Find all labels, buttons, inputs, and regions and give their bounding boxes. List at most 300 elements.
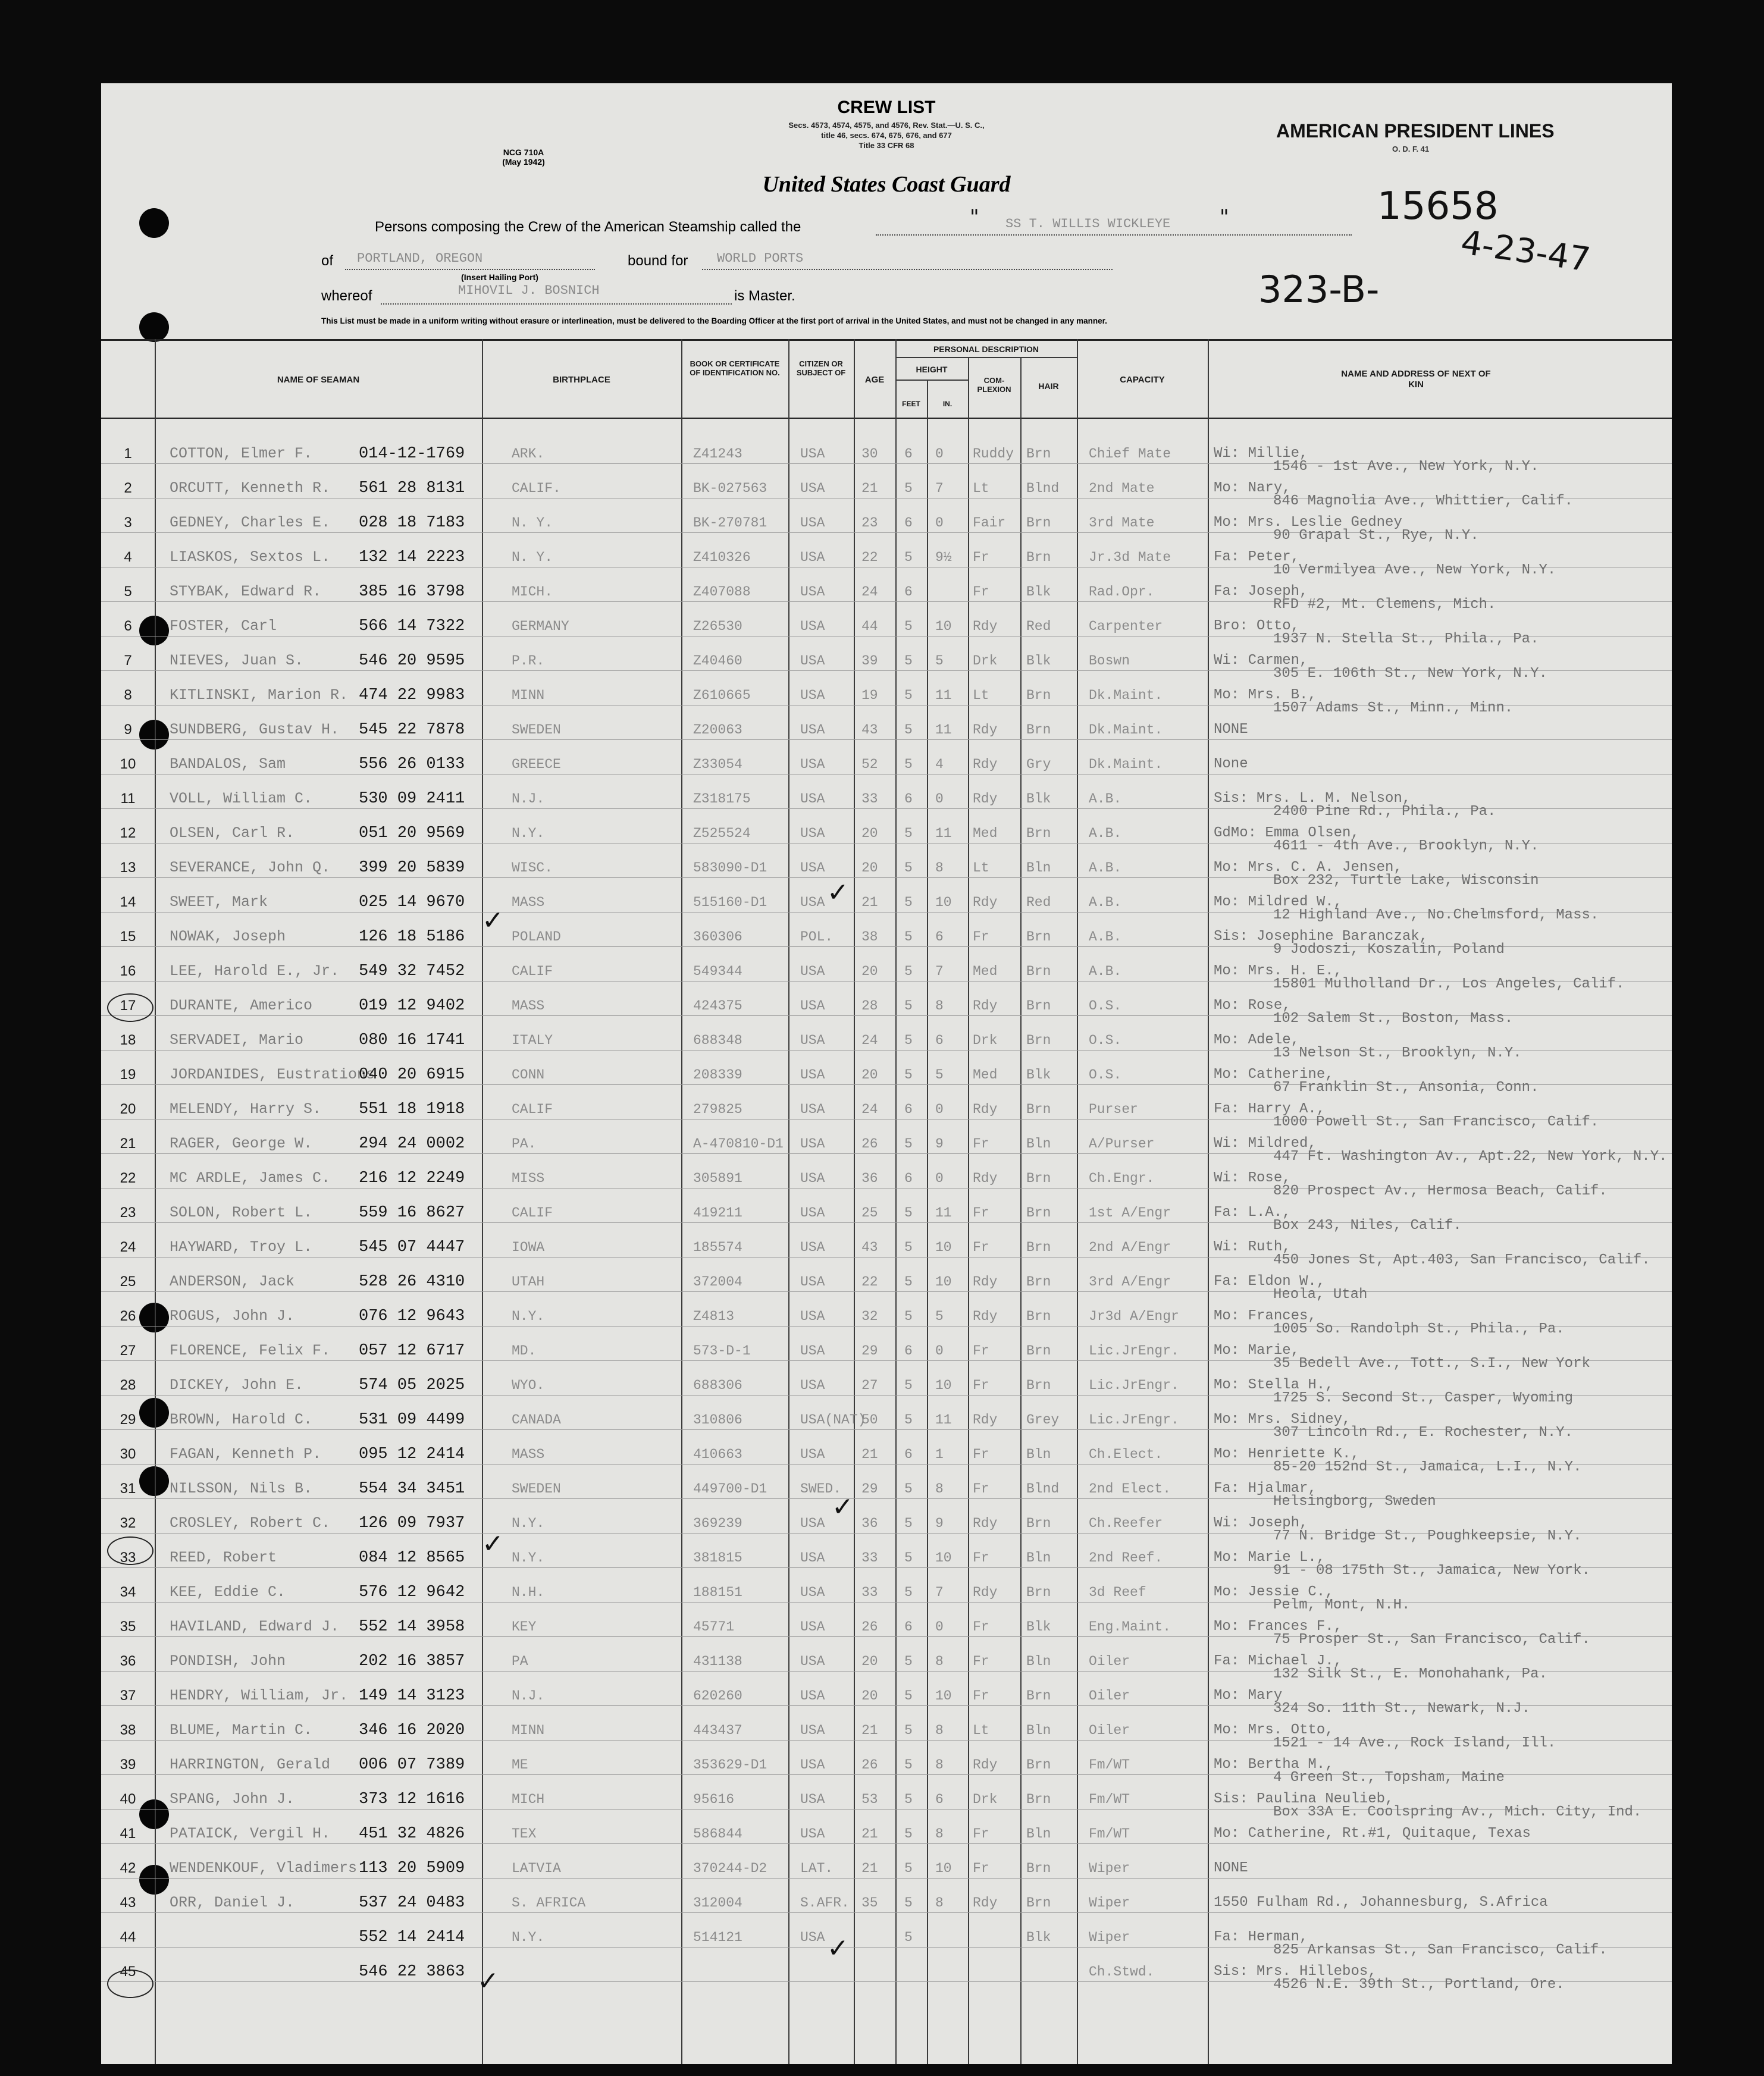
cell-book: 586844 (693, 1826, 742, 1842)
cell-comp: Rdy (973, 1102, 998, 1117)
cell-name: PATAICK, Vergil H. (170, 1825, 331, 1842)
cell-age: 33 (861, 1585, 878, 1600)
cell-hair: Bln (1026, 1447, 1051, 1462)
cell-in: 9½ (935, 550, 952, 565)
cell-hair: Gry (1026, 757, 1051, 772)
company-code: O. D. F. 41 (1392, 145, 1430, 153)
cell-hair: Brn (1026, 446, 1051, 462)
cell-name: ORR, Daniel J. (170, 1894, 295, 1911)
crew-table (101, 339, 1672, 2064)
cell-no: 34 (120, 1584, 136, 1600)
cell-name: SPANG, John J. (170, 1790, 295, 1808)
cell-k1: Mo: Mrs. Sidney, (1214, 1412, 1351, 1428)
hailing-port-underline (345, 269, 595, 270)
cell-hair: Brn (1026, 998, 1051, 1014)
cell-book: 310806 (693, 1412, 742, 1428)
cell-age: 24 (861, 1033, 878, 1048)
cell-cit: LAT. (800, 1861, 834, 1876)
cell-cit: USA (800, 1550, 825, 1566)
cell-no: 38 (120, 1722, 136, 1738)
cell-in: 0 (935, 446, 944, 462)
cell-k2: 67 Franklin St., Ansonia, Conn. (1273, 1080, 1539, 1096)
cell-birth: MICH (512, 1792, 545, 1807)
cell-age: 43 (861, 1240, 878, 1255)
cell-hair: Brn (1026, 1757, 1051, 1773)
row-rule (101, 1912, 1672, 1913)
cell-no: 31 (120, 1481, 136, 1497)
cell-ft: 5 (904, 1792, 913, 1807)
cell-cap: Fm/WT (1089, 1792, 1130, 1807)
ship-line-label: Persons composing the Crew of the American Steamship called the (375, 219, 801, 235)
col-header-citizen: CITIZEN OR SUBJECT OF (796, 359, 846, 377)
cell-book: Z610665 (693, 688, 751, 703)
col-header-feet: FEET (902, 400, 920, 408)
cell-cap: Lic.JrEngr. (1089, 1412, 1179, 1428)
cell-comp: Rdy (973, 1516, 998, 1531)
cell-in: 8 (935, 1757, 944, 1773)
cell-book: 381815 (693, 1550, 742, 1566)
cell-k2: 75 Prosper St., San Francisco, Calif. (1273, 1632, 1590, 1648)
cell-ssn: 373 12 1616 (359, 1790, 465, 1808)
cell-age: 27 (861, 1378, 878, 1393)
cell-k2: 324 So. 11th St., Newark, N.J. (1273, 1701, 1531, 1717)
cell-ft: 5 (904, 998, 913, 1014)
cell-hair: Brn (1026, 688, 1051, 703)
cell-name: ANDERSON, Jack (170, 1273, 295, 1290)
cell-ft: 6 (904, 791, 913, 807)
cell-k1: Fa: Peter, (1214, 549, 1300, 565)
cell-k2: 85-20 152nd St., Jamaica, L.I., N.Y. (1273, 1459, 1582, 1475)
agency-name: United States Coast Guard (762, 172, 1011, 197)
cell-ft: 5 (904, 1654, 913, 1669)
cell-cit: USA (800, 1654, 825, 1669)
cell-cit: USA (800, 1033, 825, 1048)
cell-in: 8 (935, 1826, 944, 1842)
cell-ssn: 576 12 9642 (359, 1583, 465, 1601)
cell-ft: 5 (904, 1136, 913, 1152)
cell-book: 573-D-1 (693, 1343, 751, 1359)
cell-k1: Bro: Otto, (1214, 618, 1300, 634)
cell-k1: Sis: Mrs. L. M. Nelson, (1214, 791, 1411, 807)
cell-book: 188151 (693, 1585, 742, 1600)
cell-cap: Oiler (1089, 1654, 1130, 1669)
cell-name: DICKEY, John E. (170, 1376, 304, 1394)
cell-in: 1 (935, 1447, 944, 1462)
cell-name: HAYWARD, Troy L. (170, 1238, 313, 1256)
cell-birth: KEY (512, 1619, 537, 1635)
cell-name: SWEET, Mark (170, 893, 268, 911)
cell-birth: LATVIA (512, 1861, 561, 1876)
statute-line: Secs. 4573, 4574, 4575, and 4576, Rev. Stat.—U. S. C., (788, 121, 985, 130)
cell-k2: 1000 Powell St., San Francisco, Calif. (1273, 1114, 1599, 1130)
cell-k1: Sis: Mrs. Hillebos, (1214, 1964, 1377, 1980)
cell-name: SERVADEI, Mario (170, 1031, 304, 1049)
cell-birth: N.J. (512, 1688, 545, 1704)
cell-age: 21 (861, 1861, 878, 1876)
check-mark: ✓ (832, 1492, 854, 1522)
cell-name: HARRINGTON, Gerald (170, 1756, 331, 1773)
cell-comp: Fr (973, 1826, 989, 1842)
form-code: NCG 710A (503, 148, 544, 157)
cell-in: 0 (935, 791, 944, 807)
cell-name: HENDRY, William, Jr. (170, 1687, 349, 1704)
cell-no: 32 (120, 1515, 136, 1531)
cell-name: STYBAK, Edward R. (170, 583, 322, 600)
cell-cap: O.S. (1089, 998, 1122, 1014)
cell-cit: USA (800, 895, 825, 910)
cell-k2: 4611 - 4th Ave., Brooklyn, N.Y. (1273, 838, 1539, 854)
cell-ssn: 040 20 6915 (359, 1066, 465, 1084)
cell-comp: Med (973, 826, 998, 841)
cell-name: JORDANIDES, Eustrations (170, 1066, 375, 1083)
cell-k2: Helsingborg, Sweden (1273, 1494, 1436, 1510)
bound-for-label: bound for (628, 253, 688, 269)
cell-ft: 5 (904, 688, 913, 703)
cell-k1: Mo: Rose, (1214, 998, 1291, 1014)
cell-book: Z525524 (693, 826, 751, 841)
cell-k1: Mo: Adele, (1214, 1032, 1300, 1048)
cell-age: 21 (861, 1826, 878, 1842)
cell-birth: N.Y. (512, 1550, 545, 1566)
cell-book: 353629-D1 (693, 1757, 767, 1773)
cell-ssn: 126 09 7937 (359, 1514, 465, 1532)
cell-in: 9 (935, 1136, 944, 1152)
cell-book: 514121 (693, 1930, 742, 1945)
cell-book: Z41243 (693, 446, 742, 462)
cell-k1: Mo: Bertha M., (1214, 1757, 1334, 1773)
cell-ft: 5 (904, 1723, 913, 1738)
col-header-name: NAME OF SEAMAN (277, 375, 360, 385)
cell-name: SUNDBERG, Gustav H. (170, 721, 340, 738)
cell-birth: CALIF (512, 964, 553, 979)
cell-ft: 5 (904, 1274, 913, 1290)
cell-age: 28 (861, 998, 878, 1014)
cell-book: 583090-D1 (693, 860, 767, 876)
cell-cit: USA (800, 1171, 825, 1186)
cell-k2: Heola, Utah (1273, 1287, 1368, 1303)
header-bottom-rule (101, 418, 1672, 419)
cell-age: 52 (861, 757, 878, 772)
cell-no: 30 (120, 1446, 136, 1462)
cell-ssn: 084 12 8565 (359, 1549, 465, 1567)
cell-comp: Rdy (973, 1412, 998, 1428)
cell-ft: 6 (904, 1343, 913, 1359)
cell-k2: 1937 N. Stella St., Phila., Pa. (1273, 631, 1539, 647)
cell-ssn: 385 16 3798 (359, 583, 465, 601)
cell-age: 43 (861, 722, 878, 738)
cell-cap: 2nd Elect. (1089, 1481, 1171, 1497)
cell-age: 26 (861, 1619, 878, 1635)
cell-in: 8 (935, 860, 944, 876)
cell-age: 23 (861, 515, 878, 531)
cell-no: 2 (124, 480, 132, 496)
cell-name: BANDALOS, Sam (170, 755, 286, 773)
cell-k2: 450 Jones St, Apt.403, San Francisco, Calif. (1273, 1252, 1650, 1268)
cell-cit: USA (800, 1343, 825, 1359)
cell-cit: USA (800, 1378, 825, 1393)
cell-book: 515160-D1 (693, 895, 767, 910)
cell-name: DURANTE, Americo (170, 997, 313, 1014)
cell-book: 360306 (693, 929, 742, 945)
cell-k2: 12 Highland Ave., No.Chelmsford, Mass. (1273, 907, 1599, 923)
cell-cit: USA (800, 1102, 825, 1117)
cell-cit: USA (800, 1723, 825, 1738)
cell-cit: USA (800, 1619, 825, 1635)
cell-cit: USA (800, 722, 825, 738)
cell-comp: Lt (973, 688, 989, 703)
cell-birth: TEX (512, 1826, 537, 1842)
row-number-circle (107, 993, 153, 1022)
cell-cap: Purser (1089, 1102, 1138, 1117)
cell-ssn: 537 24 0483 (359, 1894, 465, 1912)
cell-hair: Brn (1026, 1102, 1051, 1117)
cell-birth: S. AFRICA (512, 1895, 586, 1911)
cell-age: 29 (861, 1481, 878, 1497)
cell-no: 29 (120, 1412, 136, 1428)
column-rule (854, 339, 855, 2064)
cell-no: 33 (120, 1550, 136, 1566)
cell-k1: Mo: Henriette K., (1214, 1446, 1359, 1462)
row-rule (101, 739, 1672, 740)
cell-comp: Drk (973, 1033, 998, 1048)
cell-ft: 5 (904, 1550, 913, 1566)
cell-birth: N. Y. (512, 550, 553, 565)
cell-k2: 305 E. 106th St., New York, N.Y. (1273, 666, 1547, 682)
cell-k1: Mo: Frances F., (1214, 1619, 1343, 1635)
cell-hair: Brn (1026, 1516, 1051, 1531)
cell-age: 29 (861, 1343, 878, 1359)
cell-book: 369239 (693, 1516, 742, 1531)
cell-ssn: 552 14 2414 (359, 1928, 465, 1946)
cell-no: 43 (120, 1895, 136, 1911)
cell-birth: CANADA (512, 1412, 561, 1428)
cell-in: 8 (935, 1481, 944, 1497)
cell-in: 11 (935, 688, 952, 703)
column-rule (927, 380, 928, 2064)
cell-comp: Rdy (973, 791, 998, 807)
cell-cap: Wiper (1089, 1895, 1130, 1911)
cell-ft: 5 (904, 1826, 913, 1842)
cell-hair: Bln (1026, 1136, 1051, 1152)
cell-ssn: 095 12 2414 (359, 1445, 465, 1463)
cell-name: LEE, Harold E., Jr. (170, 962, 340, 980)
cell-k1: Mo: Mrs. B., (1214, 687, 1317, 703)
cell-ft: 5 (904, 1240, 913, 1255)
column-rule (968, 357, 969, 2064)
cell-name: BROWN, Harold C. (170, 1411, 313, 1428)
cell-ssn: 028 18 7183 (359, 514, 465, 532)
cell-ssn: 528 26 4310 (359, 1273, 465, 1291)
cell-k1: Sis: Josephine Baranczak, (1214, 929, 1428, 945)
row-rule (101, 1602, 1672, 1603)
cell-comp: Fr (973, 1205, 989, 1221)
form-number (482, 148, 565, 167)
cell-age: 21 (861, 1447, 878, 1462)
cell-cap: Ch.Reefer (1089, 1516, 1163, 1531)
cell-birth: MD. (512, 1343, 537, 1359)
cell-in: 6 (935, 1033, 944, 1048)
cell-in: 5 (935, 1067, 944, 1083)
cell-comp: Drk (973, 1792, 998, 1807)
row-rule (101, 1291, 1672, 1292)
cell-birth: ME (512, 1757, 528, 1773)
cell-cit: USA (800, 1516, 825, 1531)
cell-in: 10 (935, 1861, 952, 1876)
cell-cit: USA (800, 446, 825, 462)
cell-no: 41 (120, 1826, 136, 1842)
cell-ssn: 080 16 1741 (359, 1031, 465, 1049)
cell-comp: Rdy (973, 1585, 998, 1600)
cell-in: 4 (935, 757, 944, 772)
cell-k2: Box 33A E. Coolspring Av., Mich. City, Ind. (1273, 1804, 1642, 1820)
cell-in: 10 (935, 1240, 952, 1255)
cell-cit: S.AFR. (800, 1895, 850, 1911)
cell-k1: Fa: Herman, (1214, 1929, 1308, 1945)
cell-k1: Mo: Catherine, Rt.#1, Quitaque, Texas (1214, 1826, 1531, 1842)
cell-k2: 447 Ft. Washington Av., Apt.22, New York, N.Y. (1273, 1149, 1668, 1165)
cell-name: SEVERANCE, John Q. (170, 859, 331, 876)
col-header-complexion: COM-PLEXION (977, 376, 1011, 394)
cell-hair: Brn (1026, 1792, 1051, 1807)
cell-name: COTTON, Elmer F. (170, 445, 313, 462)
cell-k1: Wi: Mildred, (1214, 1136, 1317, 1152)
column-rule (1077, 339, 1078, 2064)
cell-name: MC ARDLE, James C. (170, 1169, 331, 1187)
cell-in: 7 (935, 964, 944, 979)
cell-cap: Oiler (1089, 1688, 1130, 1704)
cell-cap: Ch.Engr. (1089, 1171, 1155, 1186)
cell-hair: Blnd (1026, 481, 1060, 496)
cell-ft: 6 (904, 1102, 913, 1117)
cell-cit: USA (800, 481, 825, 496)
cell-hair: Blk (1026, 653, 1051, 669)
cell-ft: 5 (904, 929, 913, 945)
cell-hair: Bln (1026, 1654, 1051, 1669)
cell-birth: N. Y. (512, 515, 553, 531)
cell-no: 19 (120, 1067, 136, 1083)
cell-no: 3 (124, 515, 132, 531)
destination-underline (702, 269, 1113, 270)
cell-k1: Fa: Joseph, (1214, 584, 1308, 600)
master-name: MIHOVIL J. BOSNICH (458, 283, 600, 298)
cell-no: 6 (124, 618, 132, 634)
check-mark: ✓ (827, 1933, 849, 1964)
cell-k1: Wi: Joseph, (1214, 1515, 1308, 1531)
cell-no: 11 (120, 791, 136, 807)
cell-no: 15 (120, 929, 136, 945)
cell-name: GEDNEY, Charles E. (170, 514, 331, 531)
master-underline (381, 303, 732, 305)
cell-no: 9 (124, 722, 132, 738)
cell-no: 7 (124, 653, 132, 669)
cell-comp: Fr (973, 1550, 989, 1566)
row-number-circle (107, 1970, 153, 1998)
cell-no: 20 (120, 1101, 136, 1117)
ship-name: SS T. WILLIS WICKLEYE (1005, 217, 1171, 231)
cell-comp: Rdy (973, 722, 998, 738)
cell-in: 8 (935, 998, 944, 1014)
cell-ssn: 202 16 3857 (359, 1652, 465, 1670)
cell-ssn: 346 16 2020 (359, 1721, 465, 1739)
cell-ssn: 025 14 9670 (359, 893, 465, 911)
cell-name: LIASKOS, Sextos L. (170, 548, 331, 566)
cell-no: 12 (120, 825, 136, 841)
cell-name: ROGUS, John J. (170, 1307, 295, 1325)
cell-age: 36 (861, 1171, 878, 1186)
cell-book: 424375 (693, 998, 742, 1014)
cell-cit: USA (800, 1136, 825, 1152)
cell-birth: PA (512, 1654, 528, 1669)
cell-no: 8 (124, 687, 132, 703)
cell-in: 8 (935, 1654, 944, 1669)
cell-comp: Lt (973, 481, 989, 496)
cell-name: NIEVES, Juan S. (170, 652, 304, 669)
cell-ft: 6 (904, 1171, 913, 1186)
cell-age: 20 (861, 1067, 878, 1083)
cell-no: 10 (120, 756, 136, 772)
cell-birth: MINN (512, 688, 545, 703)
cell-age: 33 (861, 1550, 878, 1566)
cell-book: 410663 (693, 1447, 742, 1462)
cell-no: 28 (120, 1377, 136, 1393)
cell-cit: USA (800, 1067, 825, 1083)
cell-ft: 5 (904, 1930, 913, 1945)
cell-cit: USA (800, 964, 825, 979)
check-mark: ✓ (477, 1966, 499, 1996)
cell-cap: Dk.Maint. (1089, 722, 1163, 738)
cell-birth: N.H. (512, 1585, 545, 1600)
cell-book: 419211 (693, 1205, 742, 1221)
cell-age: 24 (861, 584, 878, 600)
cell-no: 13 (120, 860, 136, 876)
cell-cit: USA (800, 515, 825, 531)
cell-age: 19 (861, 688, 878, 703)
cell-age: 25 (861, 1205, 878, 1221)
cell-cit: USA (800, 826, 825, 841)
cell-cap: 2nd Mate (1089, 481, 1155, 496)
punch-hole (139, 208, 169, 238)
cell-in: 6 (935, 1792, 944, 1807)
check-mark: ✓ (482, 1529, 504, 1559)
cell-ssn: 552 14 3958 (359, 1618, 465, 1636)
destination: WORLD PORTS (717, 251, 804, 266)
cell-cit: USA (800, 550, 825, 565)
cell-ft: 5 (904, 1481, 913, 1497)
cell-in: 11 (935, 826, 952, 841)
cell-k2: 77 N. Bridge St., Poughkeepsie, N.Y. (1273, 1528, 1582, 1544)
cell-k1: Mo: Catherine, (1214, 1067, 1334, 1083)
handwritten-date: 4-23-47 (1458, 223, 1593, 280)
company-name: AMERICAN PRESIDENT LINES (1276, 120, 1555, 142)
cell-k1: Fa: Eldon W., (1214, 1274, 1326, 1290)
cell-birth: MINN (512, 1723, 545, 1738)
cell-ssn: 057 12 6717 (359, 1342, 465, 1360)
cell-hair: Bln (1026, 1723, 1051, 1738)
cell-birth: CONN (512, 1067, 545, 1083)
cell-cap: Oiler (1089, 1723, 1130, 1738)
cell-cit: USA (800, 688, 825, 703)
cell-book: 312004 (693, 1895, 742, 1911)
cell-ft: 5 (904, 1033, 913, 1048)
cell-cit: USA (800, 619, 825, 634)
opening-quote: " (970, 205, 979, 229)
row-rule (101, 1843, 1672, 1844)
cell-ssn: 545 07 4447 (359, 1238, 465, 1256)
cell-in: 11 (935, 722, 952, 738)
col-header-birthplace: BIRTHPLACE (553, 375, 610, 385)
cell-name: SOLON, Robert L. (170, 1204, 313, 1221)
handwritten-number: 15658 (1377, 184, 1499, 228)
